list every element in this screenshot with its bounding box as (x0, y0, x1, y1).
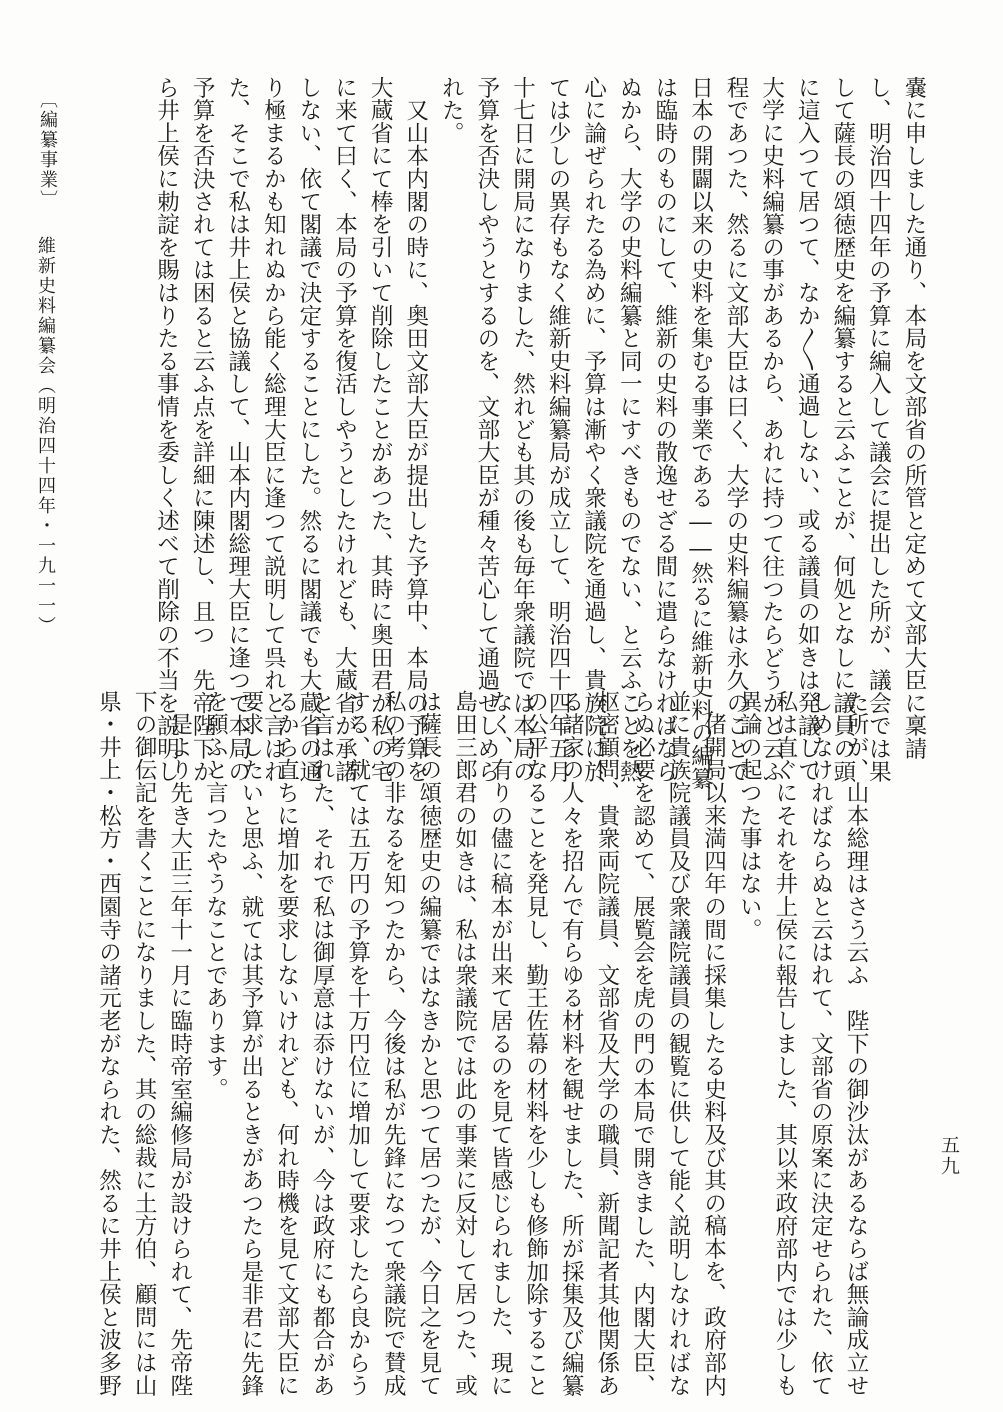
text-line: する、就ては五万円の予算を十万円位に増加して要求したら良からう (344, 690, 371, 1397)
text-line: ては少しの異存もなく維新史料編纂局が成立して、明治四十四年五月 (545, 76, 572, 783)
text-line: ら井上侯に勅諚を賜はりたる事情を委しく述べて削除の不当を説明し (153, 76, 180, 783)
text-line: れた。 (438, 76, 465, 145)
text-line: し、明治四十四年の予算に編入して議会に提出した所が、議会では果 (865, 76, 892, 783)
text-line: 私の考の非なるを知つたから、今後は私が先鋒になつて衆議院で賛成 (380, 690, 407, 1397)
text-line: 十七日に開局になりました、然れども其の後も毎年衆議院では本局の (509, 76, 536, 783)
text-line: る諸家の人々を招んで有らゆる材料を観せました、所が採集及び編纂 (558, 690, 585, 1397)
text-line: 日本の開闢以来の史料を集むる事業である――然るに維新史料の編纂 (687, 76, 714, 790)
text-line: た、そこで私は井上侯と協議して、山本内閣総理大臣に逢つて本局の (224, 76, 251, 783)
text-line: 枢密顧問、貴衆両院議員、文部省及大学の職員、新聞記者其他関係あ (593, 690, 620, 1397)
text-line: 異論の起つた事はない。 (736, 690, 763, 941)
text-line: 大学に史料編纂の事があるから、あれに持つて往つたらどうかと云ふ (758, 76, 785, 783)
text-line: 県・井上・松方・西園寺の諸元老がなられた、然るに井上侯と波多野 (95, 690, 122, 1397)
text-line: 私は直ぐにそれを井上侯に報告しました、其以来政府部内では少しも (771, 690, 798, 1397)
text-line: 是より先き大正三年十一月に臨時帝室編修局が設けられて、先帝陛 (166, 690, 193, 1397)
text-line: して薩長の頌徳歴史を編纂すると云ふことが、何処となしに議員の頭 (829, 76, 856, 783)
upper-text-block (148, 76, 931, 790)
text-line: に来て曰く、本局の予算を復活しやうとしたけれども、大蔵省が承諾 (331, 76, 358, 783)
text-line: 要求したいと思ふ、就ては其予算が出るときがあつたら是非君に先鋒 (237, 690, 264, 1397)
text-line: た所が、山本総理はさう云ふ 陛下の御沙汰があるならば無論成立せ (843, 690, 869, 1397)
text-line: の公平なることを発見し、勤王佐幕の材料を少しも修飾加除すること (522, 690, 549, 1397)
text-line: と言はれた、それで私は御厚意は忝けないが、今は政府にも都合があ (309, 690, 336, 1397)
text-line: らぬ必要を認めて、展覧会を虎の門の本局で開きました、内閣大臣、 (629, 690, 656, 1397)
lower-text-block (90, 690, 873, 1397)
text-line: 予算を否決しやうとするのを、文部大臣が種々苦心して通過せしめら (473, 76, 500, 783)
section-label: 〔編纂事業〕 (37, 90, 58, 210)
text-line: るから直ちに増加を要求しないけれども、何れ時機を見て文部大臣に (273, 690, 300, 1397)
text-line: 程であつた、然るに文部大臣は曰く、大学の史料編纂は永久のことで (723, 76, 750, 783)
page-number: 五九 (938, 1135, 960, 1177)
text-line: なく、有りの儘に稿本が出来て居るのを見て皆感じられました、現に (487, 690, 514, 1397)
text-line: 下の御伝記を書くことになりました、其の総裁に土方伯、顧問には山 (131, 690, 158, 1397)
text-line: ぬから、大学の史料編纂と同一にすべきものでない、と云ふことを熱 (616, 76, 643, 783)
text-line: しない、依て閣議で決定することにした。然るに閣議でも大蔵省の通 (295, 76, 322, 783)
text-line: に這入つて居つて、なか〳〵通過しない、或る議員の如きは発議して (794, 76, 821, 783)
text-line: を願ふと言つたやうなことであります。 (202, 690, 229, 1101)
text-line: 偖開局以来満四年の間に採集したる史料及び其の稿本を、政府部内 (700, 690, 727, 1397)
text-line: 大蔵省にて棒を引いて削除したことがあつた、其時に奥田君が私の宅 (367, 76, 394, 783)
text-line: は薩長の頌徳歴史の編纂ではなきかと思つて居つたが、今日之を見て (415, 690, 442, 1397)
text-line: 予算を否決されては困ると云ふ点を詳細に陳述し、且つ 先帝陛下か (189, 76, 216, 783)
text-line: 心に論ぜられたる為めに、予算は漸やく衆議院を通過し、貴族院に於 (580, 76, 607, 783)
text-line: 並に貴族院議員及び衆議院議員の観覧に供して能く説明しなければな (665, 690, 692, 1397)
text-line: 嚢に申しました通り、本局を文部省の所管と定めて文部大臣に稟請 (901, 76, 927, 760)
running-title: 維新史料編纂会（明治四十四年・一九一一） (35, 236, 56, 636)
text-line: しめなければならぬと云はれて、文部省の原案に決定せられた、依て (807, 690, 834, 1397)
text-line: 島田三郎君の如きは、私は衆議院では此の事業に反対して居つた、或 (451, 690, 478, 1397)
text-line: 又山本内閣の時に、奥田文部大臣が提出した予算中、本局の予算を (402, 76, 429, 783)
text-line: り極まるかも知れぬから能く総理大臣に逢つて説明して呉れと言はれ (260, 76, 287, 783)
text-line: は臨時のものにして、維新の史料の散逸せざる間に遣らなければなら (651, 76, 678, 783)
